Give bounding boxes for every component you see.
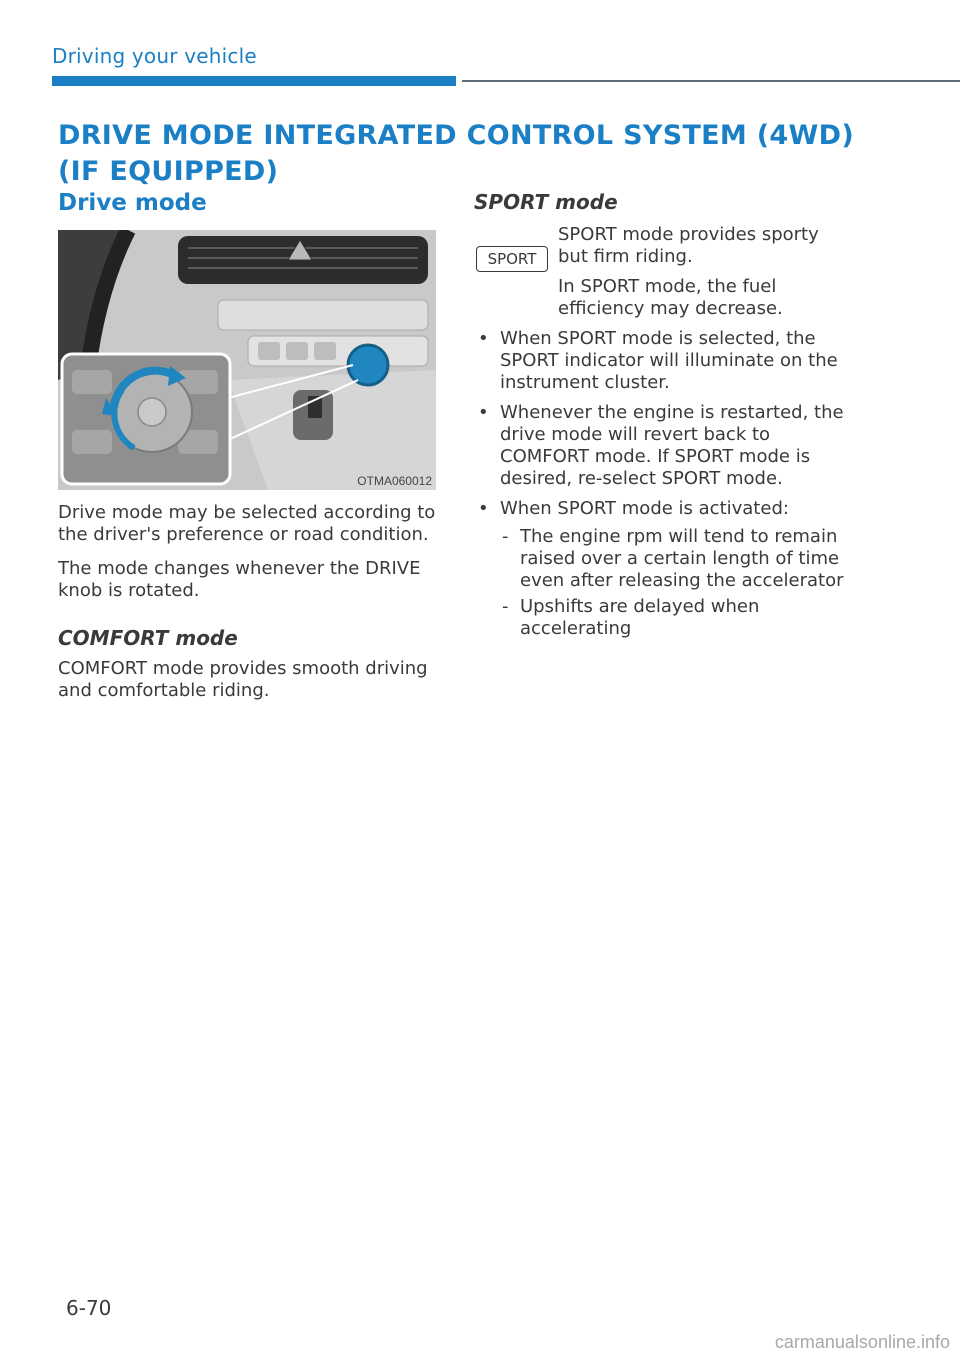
sport-mode-intro bbox=[474, 224, 854, 320]
sub-list-item: - Upshifts are delayed when accelerating bbox=[500, 596, 854, 640]
sport-desc-2: In SPORT mode, the fuel efficiency may decrease. bbox=[558, 276, 783, 319]
section-title-line1: DRIVE MODE INTEGRATED CONTROL SYSTEM (4WD) bbox=[58, 120, 854, 151]
header-rule-thin bbox=[462, 80, 960, 82]
page-number: 6-70 bbox=[66, 1296, 112, 1320]
figure-code: OTMA060012 bbox=[357, 474, 432, 488]
sport-mode-title: SPORT mode bbox=[474, 190, 618, 214]
sport-description bbox=[558, 224, 854, 328]
drive-knob-figure bbox=[58, 230, 436, 490]
header-rule-thick bbox=[52, 76, 456, 86]
section-title bbox=[58, 118, 918, 190]
drive-mode-subtitle: Drive mode bbox=[58, 190, 207, 216]
comfort-mode-text: COMFORT mode provides smooth driving and comfortable riding. bbox=[58, 658, 428, 701]
dashboard-illustration bbox=[58, 230, 436, 490]
sport-indicator-icon: SPORT bbox=[476, 246, 548, 272]
list-item bbox=[474, 498, 854, 640]
sport-bullet-list bbox=[474, 328, 854, 640]
running-header: Driving your vehicle bbox=[52, 44, 257, 68]
list-item-text: When SPORT mode is activated: bbox=[500, 498, 789, 519]
section-title-line2: (IF EQUIPPED) bbox=[58, 156, 279, 187]
sub-list-item: - The engine rpm will tend to remain raised over a certain length of time even after releasing the accelerator bbox=[500, 526, 854, 592]
sport-desc-1: SPORT mode provides sporty but firm riding. bbox=[558, 224, 819, 267]
watermark: carmanualsonline.info bbox=[774, 1332, 950, 1352]
list-item: • When SPORT mode is selected, the SPORT indicator will illuminate on the instrument cluster. bbox=[474, 328, 854, 394]
left-column bbox=[58, 190, 436, 702]
list-item: • Whenever the engine is restarted, the drive mode will revert back to COMFORT mode. If SPORT mode is desired, re-select SPORT mode. bbox=[474, 402, 854, 490]
drive-mode-para2: The mode changes whenever the DRIVE knob is rotated. bbox=[58, 558, 421, 601]
right-column bbox=[474, 190, 854, 640]
comfort-mode-title: COMFORT mode bbox=[58, 626, 238, 650]
sport-sub-list bbox=[500, 526, 854, 640]
drive-mode-para1: Drive mode may be selected according to the driver's preference or road condition. bbox=[58, 502, 436, 545]
